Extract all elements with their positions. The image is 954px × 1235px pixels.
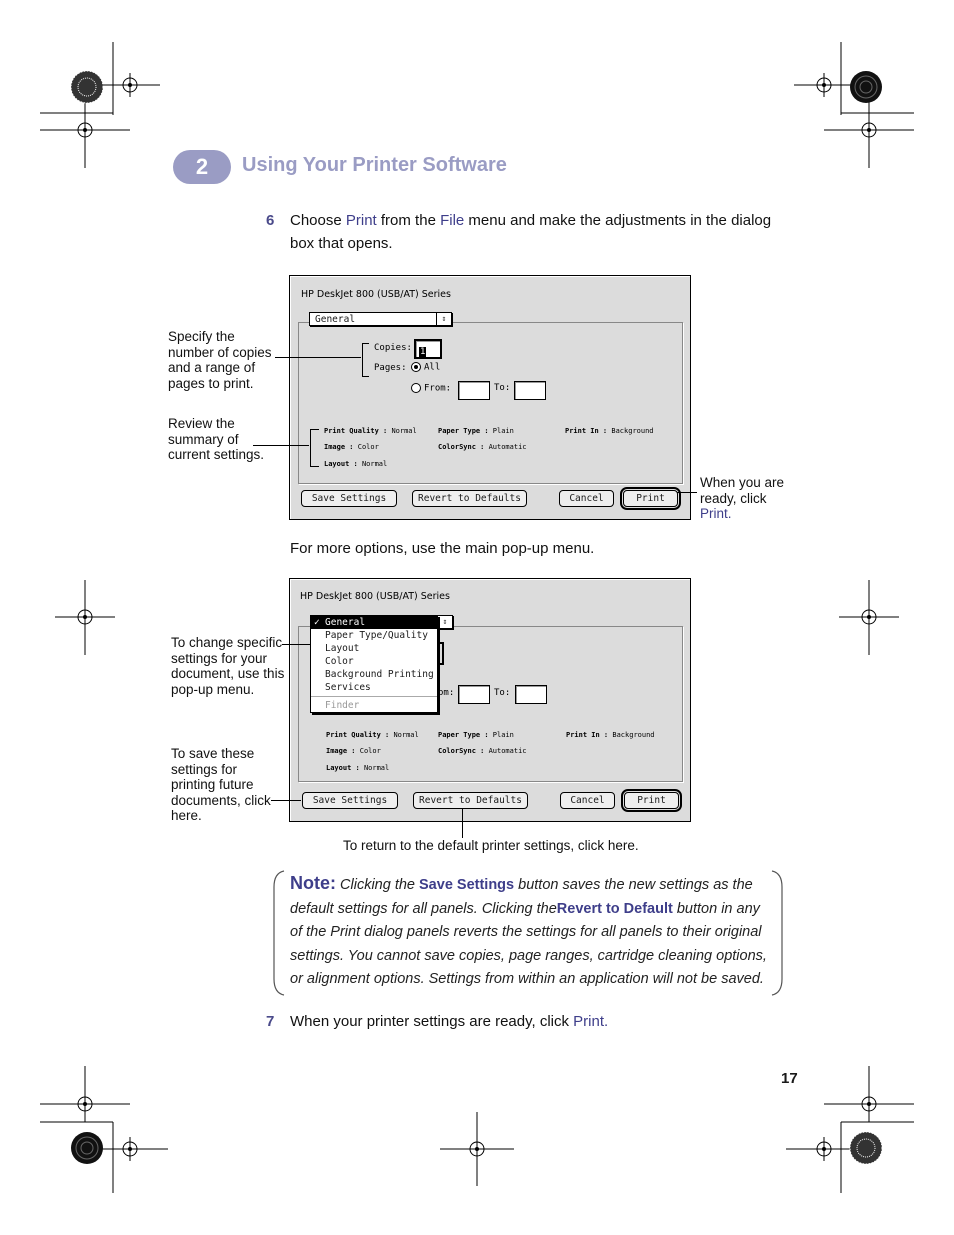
dialog-title: HP DeskJet 800 (USB/AT) Series (301, 289, 451, 300)
print-button[interactable]: Print (623, 490, 678, 507)
note-text-part: Clicking the (336, 877, 420, 893)
summary-value: Automatic (488, 443, 527, 451)
step-7-text-part: When your printer settings are ready, click (290, 1013, 574, 1030)
callout-line: document, use this (171, 666, 285, 681)
revert-to-defaults-button[interactable]: Revert to Defaults (413, 792, 528, 809)
summary-label: ColorSync : (438, 443, 485, 451)
chapter-number-badge: 2 (173, 150, 231, 184)
copies-bracket (362, 343, 369, 377)
callout-line: To change specific (171, 635, 283, 650)
note-lead: Note: (290, 873, 336, 893)
summary-value: Normal (363, 764, 390, 772)
panel-popup-value: General (315, 314, 356, 325)
callout-revert-leader (462, 808, 463, 838)
print-quality-summary (326, 731, 419, 739)
callout-line: Review the (168, 416, 235, 431)
callout-line (700, 506, 784, 522)
summary-value: Background (612, 731, 655, 739)
step-6-text-part: Choose (290, 212, 346, 229)
from-label: From: (424, 383, 452, 394)
menu-item-paper-type-quality[interactable]: Paper Type/Quality (325, 630, 428, 641)
paper-type-summary (438, 427, 514, 435)
callout-line: When you are (700, 475, 785, 490)
to-field[interactable] (514, 381, 546, 400)
callout-summary (168, 416, 264, 463)
callout-print (700, 475, 784, 522)
callout-save-leader (271, 800, 301, 801)
image-summary (324, 443, 379, 451)
callout-line: current settings. (168, 447, 265, 462)
paper-type-summary (438, 731, 514, 739)
callout-line: Specify the (168, 329, 235, 344)
summary-label: Paper Type : (438, 427, 489, 435)
summary-label: Layout : (326, 764, 360, 772)
summary-value: Background (611, 427, 654, 435)
callout-copies-leader (275, 357, 361, 358)
callout-line: settings for your (171, 650, 268, 666)
cancel-button[interactable]: Cancel (559, 490, 614, 507)
colorsync-summary (438, 747, 527, 755)
pages-from-radio[interactable] (411, 383, 451, 394)
callout-print-word: Print (700, 506, 728, 521)
print-word: Print (573, 1013, 605, 1030)
menu-item-general[interactable] (311, 616, 437, 629)
colorsync-summary (438, 443, 527, 451)
copies-field[interactable] (415, 340, 441, 358)
image-summary (326, 747, 381, 755)
more-options-text: For more options, use the main pop-up menu. (290, 540, 595, 557)
popup-arrows-icon: ⇕ (436, 313, 451, 325)
print-in-summary (565, 427, 654, 435)
radio-off-icon (411, 383, 421, 393)
note-save-settings: Save Settings (419, 877, 515, 893)
print-in-summary (566, 731, 655, 739)
step-6-text-part: from the (376, 212, 441, 229)
from-field[interactable] (458, 381, 490, 400)
panel-popup-menu[interactable] (309, 312, 452, 326)
print-dialog-general (289, 275, 691, 520)
copies-value: 1 (420, 347, 426, 357)
note-text-part: button in any of the Print dialog panels reverts the settings for all panels to their original settings. You cannot save copies, page ranges, cartridge cleaning options, or alignment options. Settings from within an application will not be saved. (290, 900, 767, 987)
menu-divider (311, 696, 437, 697)
callout-popup-leader (282, 644, 310, 645)
callout-print-leader (677, 492, 697, 493)
callout-line: and a range of (168, 360, 256, 375)
callout-popup-menu (171, 635, 284, 697)
print-quality-summary (324, 427, 417, 435)
summary-label: ColorSync : (438, 747, 485, 755)
pages-all-radio[interactable] (411, 362, 440, 373)
summary-value: Normal (391, 427, 417, 435)
summary-value: Plain (492, 731, 514, 739)
summary-label: Image : (326, 747, 356, 755)
to-field[interactable] (515, 685, 547, 704)
save-settings-button[interactable]: Save Settings (302, 792, 398, 809)
menu-item-color[interactable]: Color (325, 656, 354, 667)
from-label-partial: om: (438, 688, 455, 698)
summary-value: Normal (393, 731, 419, 739)
dialog-title: HP DeskJet 800 (USB/AT) Series (300, 591, 450, 602)
summary-label: Image : (324, 443, 354, 451)
summary-label: Print In : (565, 427, 608, 435)
chapter-title: Using Your Printer Software (242, 154, 507, 176)
radio-on-icon (411, 362, 421, 372)
menu-item-finder: Finder (325, 700, 360, 711)
layout-summary (326, 764, 389, 772)
note-revert-to-default: Revert to Default (556, 900, 673, 917)
summary-label: Paper Type : (438, 731, 489, 739)
step-6-text (290, 209, 790, 255)
callout-copies (168, 329, 272, 391)
summary-value: Normal (361, 460, 388, 468)
note-text-part: button saves the new settings as the default settings for all panels. Clicking the (290, 877, 753, 917)
step-6-text-part: menu and make the adjustments in the dialog box that opens. (290, 212, 772, 252)
summary-label: Print In : (566, 731, 609, 739)
print-dialog-menu-open (289, 578, 691, 822)
callout-line: settings for (171, 761, 238, 777)
callout-line: summary of (168, 431, 239, 447)
note-text (290, 872, 775, 992)
pages-all-label: All (424, 362, 441, 373)
step-7-period: . (604, 1013, 609, 1030)
menu-item-services[interactable]: Services (325, 682, 371, 693)
summary-value: Color (357, 443, 379, 451)
layout-summary (324, 460, 387, 468)
step-7-text (290, 1010, 608, 1033)
pages-label: Pages: (374, 363, 407, 373)
to-label: To: (494, 383, 511, 393)
callout-line: pages to print. (168, 375, 254, 391)
callout-line: To save these (171, 746, 255, 761)
summary-value: Plain (492, 427, 514, 435)
callout-line: number of copies (168, 344, 272, 360)
callout-line: pop-up menu. (171, 681, 255, 697)
menu-item-layout[interactable]: Layout (325, 643, 360, 654)
summary-bracket (310, 429, 319, 467)
summary-value: Color (359, 747, 381, 755)
summary-label: Layout : (324, 460, 358, 468)
callout-line: documents, click (171, 792, 271, 808)
popup-arrows-icon: ⇕ (437, 616, 452, 628)
print-menu-word: Print (345, 212, 377, 229)
file-menu-word: File (440, 212, 465, 229)
summary-label: Print Quality : (326, 731, 390, 739)
callout-save-settings (171, 746, 271, 824)
checkmark-icon: ✓ (314, 617, 320, 628)
save-settings-button[interactable]: Save Settings (301, 490, 397, 507)
to-label: To: (494, 688, 511, 698)
step-7-number: 7 (266, 1013, 275, 1030)
summary-label: Print Quality : (324, 427, 388, 435)
callout-print-period: . (727, 506, 732, 521)
menu-item-label: General (325, 617, 366, 628)
callout-summary-leader (253, 445, 309, 446)
cancel-button[interactable]: Cancel (560, 792, 615, 809)
callout-line: ready, click (700, 490, 767, 506)
page-number: 17 (781, 1070, 798, 1087)
callout-line: here. (171, 808, 202, 823)
menu-item-background-printing[interactable]: Background Printing (325, 669, 434, 680)
callout-revert: To return to the default printer settings, click here. (343, 838, 639, 853)
print-button[interactable]: Print (624, 792, 679, 809)
panel-popup-menu-open (310, 615, 438, 713)
copies-label: Copies: (374, 343, 412, 353)
step-6-number: 6 (266, 212, 275, 229)
from-field[interactable] (458, 685, 490, 704)
revert-to-defaults-button[interactable]: Revert to Defaults (412, 490, 527, 507)
callout-line: printing future (171, 777, 254, 792)
summary-value: Automatic (488, 747, 527, 755)
